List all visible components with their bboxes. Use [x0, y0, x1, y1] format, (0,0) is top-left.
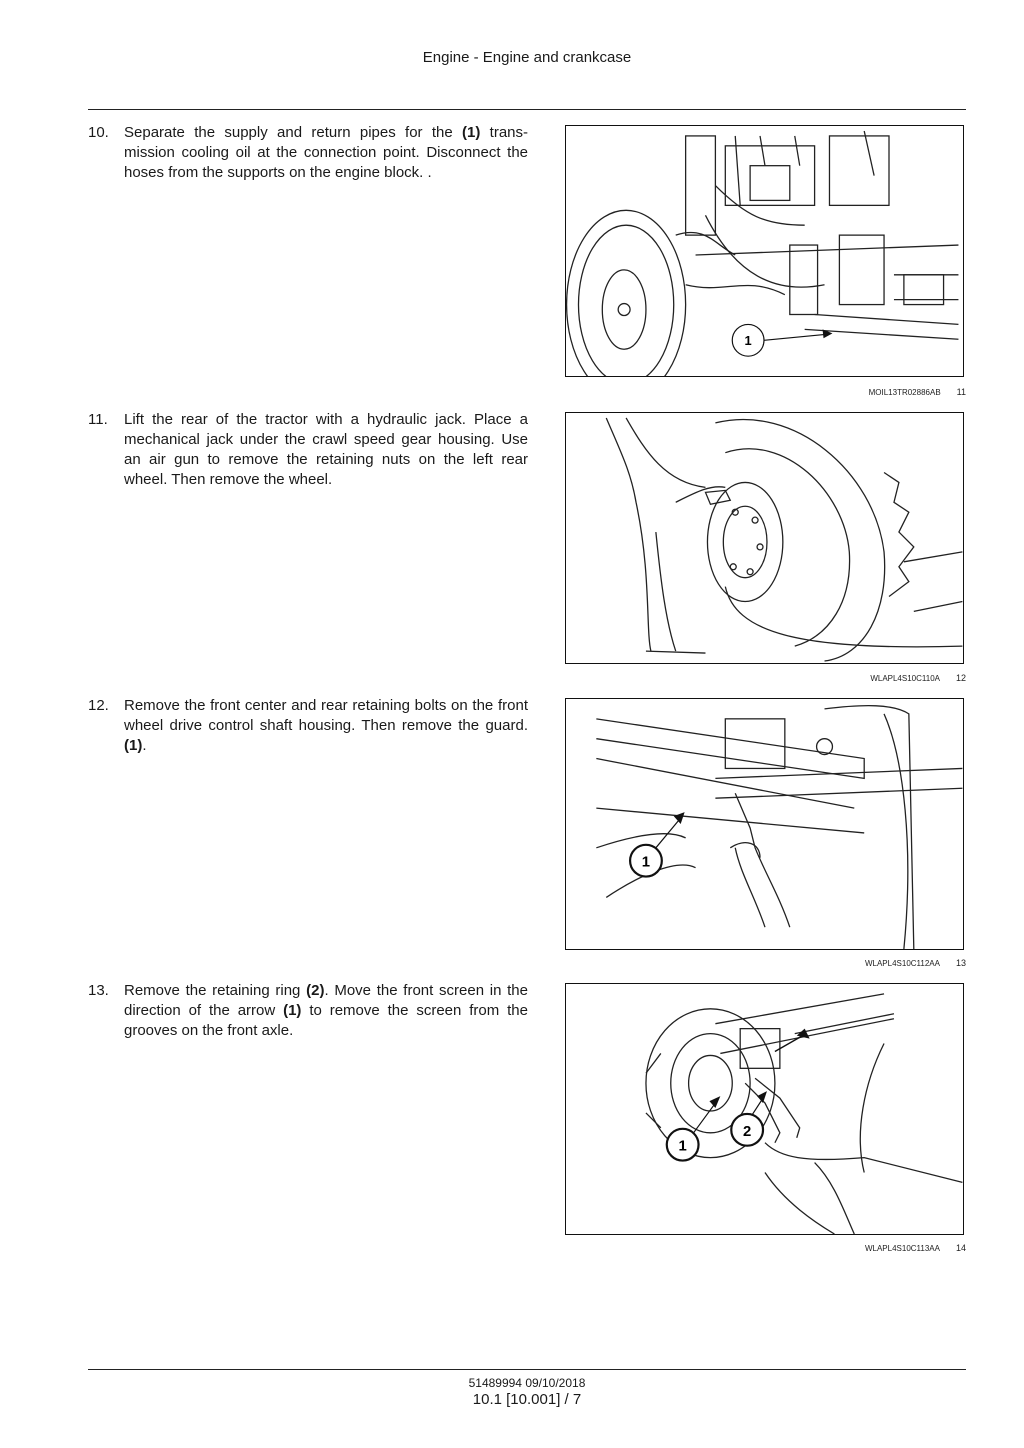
step-number: 13.: [88, 982, 109, 999]
header-divider: [88, 109, 966, 110]
engine-pipes-illustration: [566, 126, 963, 376]
footer-document-reference: 51489994 09/10/2018: [468, 1376, 586, 1390]
callout-2: [731, 1091, 767, 1146]
step-number: 11.: [88, 411, 108, 428]
step-number: 10.: [88, 124, 109, 141]
front-screen-illustration: [566, 984, 963, 1234]
figure-caption-14: WLAPL4S10C113AA 14: [864, 1243, 966, 1253]
rear-wheel-illustration: [566, 413, 963, 663]
callout-1: [630, 812, 685, 876]
figure-front-screen: [565, 983, 964, 1235]
step-number: 12.: [88, 697, 109, 714]
svg-text:1: 1: [641, 854, 651, 871]
step-11: [88, 410, 528, 490]
callout-1: [732, 324, 832, 356]
footer-page-number: 10.1 [10.001] / 7: [472, 1391, 582, 1408]
step-instruction: Remove the front center and rear retaining bolts on the front wheel drive control shaft housing. Then remove the guard. (1).: [124, 697, 528, 754]
svg-text:1: 1: [744, 333, 752, 349]
figure-caption-13: WLAPL4S10C112AA 13: [864, 958, 966, 968]
step-instruction: Remove the retaining ring (2). Move the front screen in the direction of the arrow (1) to remove the screen from the grooves on the front axle.: [124, 982, 528, 1039]
svg-text:1: 1: [678, 1138, 687, 1155]
figure-engine-pipes: [565, 125, 964, 377]
svg-text:2: 2: [742, 1123, 752, 1140]
page-header-title: Engine - Engine and crankcase: [422, 49, 632, 66]
step-instruction: Lift the rear of the tractor with a hydraulic jack. Place a mechanical jack under the crawl speed gear housing. Use an air gun to remove the retaining nuts on the left rear wheel. Then remove the wheel.: [124, 411, 528, 488]
figure-drive-shaft-guard: [565, 698, 964, 950]
step-12: [88, 696, 528, 756]
footer-divider: [88, 1369, 966, 1370]
step-10: [88, 123, 528, 183]
step-instruction: Separate the supply and return pipes for the (1) trans-mission cooling oil at the connection point. Disconnect the hoses from the supports on the engine block. .: [124, 124, 528, 181]
figure-caption-11: MOIL13TR02886AB 11: [868, 387, 966, 397]
step-13: [88, 981, 528, 1041]
figure-rear-wheel: [565, 412, 964, 664]
figure-caption-12: WLAPL4S10C110A 12: [870, 673, 966, 683]
drive-shaft-guard-illustration: [566, 699, 963, 949]
